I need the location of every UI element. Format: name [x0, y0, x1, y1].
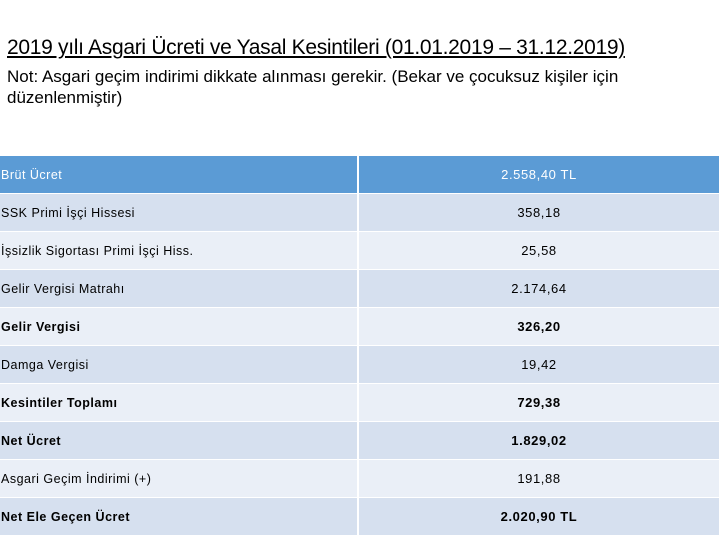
row-label: Gelir Vergisi — [0, 308, 359, 345]
table-row — [0, 460, 719, 498]
row-value: 19,42 — [521, 357, 557, 372]
row-value: 2.020,90 TL — [500, 509, 578, 524]
row-value: 729,38 — [517, 395, 561, 410]
table-row — [0, 308, 719, 346]
row-value: 1.829,02 — [511, 433, 567, 448]
table-row — [0, 270, 719, 308]
row-label: SSK Primi İşçi Hissesi — [0, 194, 359, 231]
note-text: Not: Asgari geçim indirimi dikkate alınması gerekir. (Bekar ve çocuksuz kişiler için düzenlenmiştir) — [7, 67, 619, 107]
row-value: 25,58 — [521, 243, 557, 258]
table-row — [0, 346, 719, 384]
row-label: Gelir Vergisi Matrahı — [0, 270, 359, 307]
row-label: Kesintiler Toplamı — [0, 384, 359, 421]
table-row — [0, 422, 719, 460]
table-header-row — [0, 156, 719, 194]
row-value: 2.174,64 — [511, 281, 567, 296]
row-value: 326,20 — [517, 319, 561, 334]
header-label: Brüt Ücret — [0, 156, 359, 193]
row-value: 191,88 — [517, 471, 561, 486]
row-value: 358,18 — [517, 205, 561, 220]
table-row — [0, 498, 719, 536]
row-label: Net Ücret — [0, 422, 359, 459]
table-row — [0, 384, 719, 422]
table-row — [0, 194, 719, 232]
row-label: Net Ele Geçen Ücret — [0, 498, 359, 535]
row-label: Asgari Geçim İndirimi (+) — [0, 460, 359, 497]
table-row — [0, 232, 719, 270]
row-label: İşsizlik Sigortası Primi İşçi Hiss. — [0, 232, 359, 269]
header-value: 2.558,40 TL — [501, 167, 577, 182]
wage-table — [0, 156, 719, 536]
page-title: 2019 yılı Asgari Ücreti ve Yasal Kesintileri (01.01.2019 – 31.12.2019) — [7, 36, 625, 59]
row-label: Damga Vergisi — [0, 346, 359, 383]
